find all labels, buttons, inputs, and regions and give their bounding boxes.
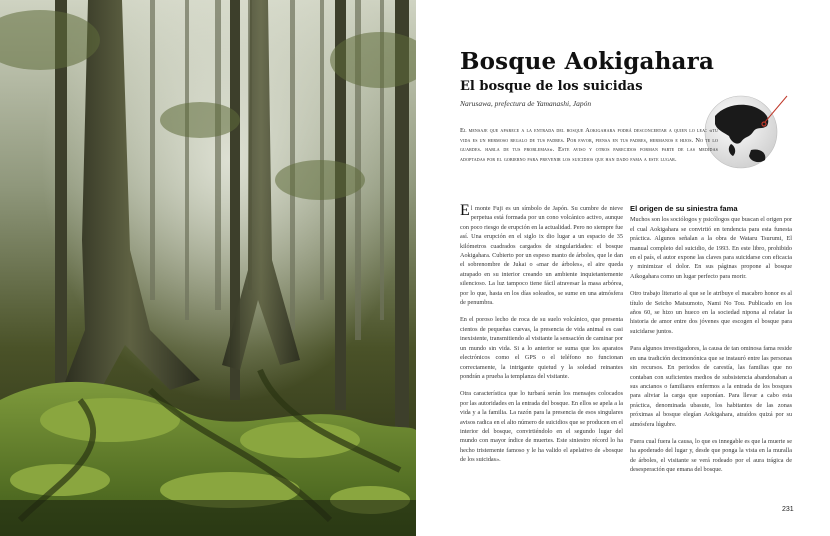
article-page [416,0,830,536]
paragraph: Otro trabajo literario al que se le atribuye el macabro honor es al título de Seicho Matsumoto, Nami No Tou. Publicado en los años 60, se hizo un hueco en la sociedad nipona al relatar la historia de amor entre dos jóvenes que escogen el bosque para suicidarse juntos. [630,290,792,335]
paragraph: Para algunos investigadores, la causa de tan ominosa fama reside en una tradición decimonónica que se instauró entre las personas sin recursos. En periodos de carestía, las familias que no contaban con suficientes medios de subsistencia abandonaban a sus ancianos o familiares enfermos a la entrada de los bosques para aliviar la carga que suponían. Para llevar a cabo esta práctica, denominada ubasute, los habitantes de las zonas próximas al bosque elegían Aokigahara, atraídos quizá por su atmósfera lúgubre. [630,345,792,428]
drop-cap: E [460,202,470,219]
column-right [630,204,792,483]
page-number: 231 [782,506,794,513]
article-location: Narusawa, prefectura de Yamanashi, Japón [460,99,592,108]
paragraph: El monte Fuji es un símbolo de Japón. Su cumbre de nieve perpetua está formada por un cono volcánico activo, aunque con poco riesgo de erupción en la actualidad. Pero no siempre fue así. Una erupción en el siglo ix dio lugar a un espacio de 35 kilómetros cuadrados cargados de singularidades: el bosque Aokigahara. Cubierto por un espeso manto de árboles, que le dan el sobrenombre de Jukai o «mar de árboles», el aire queda atrapado en su interior creando un ambiente inquietantemente silencioso. La luz tampoco tiene fácil atravesar la masa arbórea, por lo que, hasta en los días soleados, se sume en una atmósfera de penumbra. [460,202,623,307]
paragraph: En el poroso lecho de roca de su suelo volcánico, que presenta cientos de pequeñas cuevas, la presencia de vida animal es casi inexistente, transmitiendo al visitante la sensación de caminar por un mundo sin vida. Si a lo anterior se suma que los aparatos electrónicos como el GPS o el teléfono no funcionan correctamente, la intrigante quietud y la soledad reinantes pondrán a prueba la templanza del visitante. [460,316,623,380]
article-title: Bosque Aokigahara [460,48,715,75]
article-intro: El mensaje que aparece a la entrada del bosque Aokigahara podrá desconcertar a quien lo lea: «tu vida es un hermoso regalo de tus padres. Por favor, piensa en tus padres, hermanos e hijos. No te lo guardes. habla de tus problemas». Este aviso y otros parecidos forman parte de las medidas adoptadas por el gobierno para prevenir los suicidios que han dado fama a este lugar. [460,127,718,163]
paragraph: Otra característica que lo turbará serán los mensajes colocados por las autoridades en la entrada del bosque. En ellos se apela a la vida y a la familia. La razón para la presencia de esos singulares avisos radica en el alto número de suicidios que se producen en el interior del bosque, convirtiéndolo en el segundo lugar del mundo con mayor índice de muertes. Este siniestro récord lo ha hecho tristemente famoso y le ha valido el apelativo de «bosque de los suicidas». [460,390,623,464]
paragraph: Muchos son los sociólogos y psicólogos que buscan el origen por el cual Aokigahara se convirtió en tendencia para esta funesta práctica. Algunos señalan a la obra de Wataru Tsurumi, El manual completo del suicidio, de 1993. En este libro, prohibido en el país, el autor expone las claves para suicidarse con eficacia y minimizar el dolor. En sus páginas propone al bosque Aikogahara como un lugar perfecto para morir. [630,216,792,280]
article-subtitle: El bosque de los suicidas [460,79,643,94]
section-heading: El origen de su siniestra fama [630,204,738,213]
paragraph: Fuera cual fuera la causa, lo que es innegable es que la muerte se ha apoderado del lugar y, desde que ponga la vista en la muralla de árboles, el visitante se verá rodeado por el aura trágica de desesperación que emana del bosque. [630,437,792,474]
column-left [460,204,623,473]
